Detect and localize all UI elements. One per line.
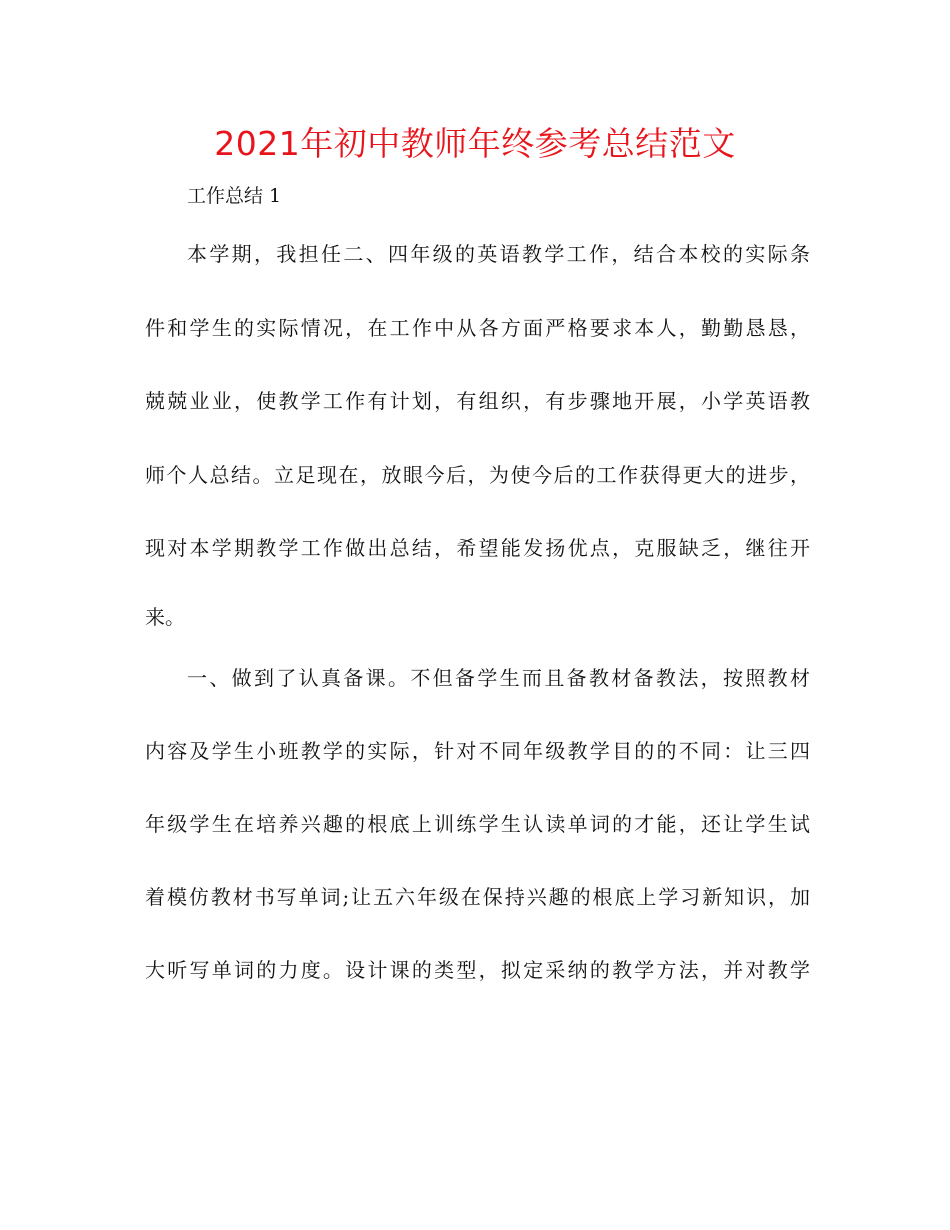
paragraph-line: 师个人总结。立足现在，放眼今后，为使今后的工作获得更大的进步，	[145, 463, 810, 487]
paragraph-line: 大听写单词的力度。设计课的类型，拟定采纳的教学方法，并对教学	[145, 958, 810, 982]
paragraph-line: 件和学生的实际情况，在工作中从各方面严格要求本人，勤勤恳恳，	[145, 316, 810, 340]
paragraph-line: 兢兢业业，使教学工作有计划，有组织，有步骤地开展，小学英语教	[145, 389, 810, 413]
paragraph-line: 本学期，我担任二、四年级的英语教学工作，结合本校的实际条	[187, 242, 810, 266]
paragraph-line: 现对本学期教学工作做出总结，希望能发扬优点，克服缺乏，继往开	[145, 536, 810, 560]
document-title: 2021年初中教师年终参考总结范文	[214, 124, 736, 163]
paragraph-line: 一、做到了认真备课。不但备学生而且备教材备教法，按照教材	[187, 666, 810, 690]
section-heading: 工作总结 1	[187, 185, 282, 207]
paragraph-line: 年级学生在培养兴趣的根底上训练学生认读单词的才能，还让学生试	[145, 812, 810, 836]
paragraph-line: 着模仿教材书写单词;让五六年级在保持兴趣的根底上学习新知识，加	[145, 885, 810, 909]
paragraph-line: 来。	[145, 605, 185, 629]
paragraph-line: 内容及学生小班教学的实际，针对不同年级教学目的的不同：让三四	[145, 739, 810, 763]
